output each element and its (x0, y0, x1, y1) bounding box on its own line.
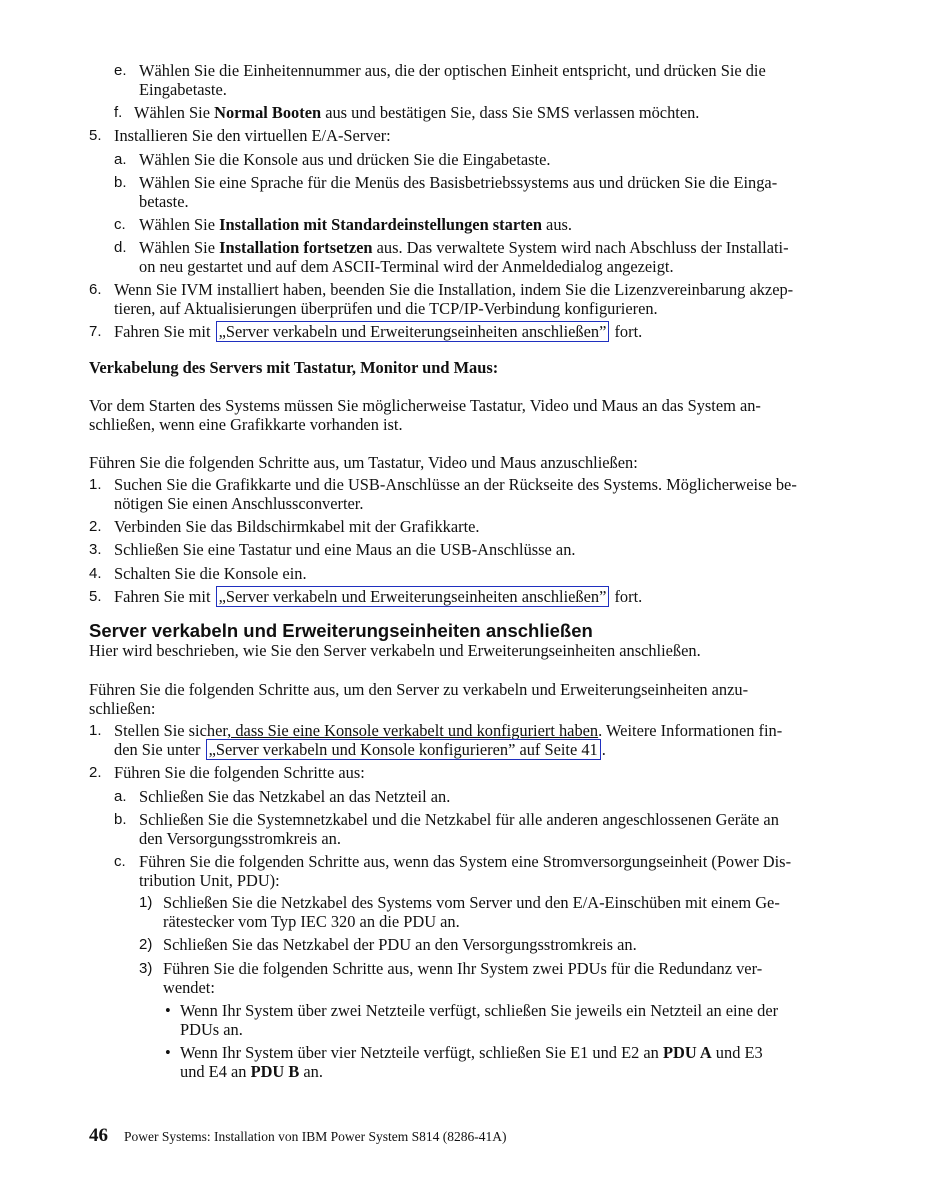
bold-term: Installation fortsetzen (219, 238, 373, 257)
paragraph: Führen Sie die folgenden Schritte aus, um den Server zu verkabeln und Erweiterungseinheiten anzu- (89, 680, 749, 699)
list-item-text (114, 740, 606, 760)
bold-term: Normal Booten (214, 103, 322, 122)
section-heading: Server verkabeln und Erweiterungseinheiten anschließen (89, 620, 593, 641)
text-run: Wählen Sie (134, 103, 215, 122)
list-item-text: Schalten Sie die Konsole ein. (114, 564, 307, 583)
paragraph: schließen: (89, 699, 156, 718)
list-marker: a. (114, 151, 127, 168)
list-item-text (139, 215, 572, 235)
text-run: aus. Das verwaltete System wird nach Abschluss der Installati- (372, 238, 789, 257)
list-item-text: nötigen Sie einen Anschlussconverter. (114, 494, 364, 513)
bold-term: Installation mit Standardeinstellungen starten (219, 215, 542, 234)
text-run: Fahren Sie mit (114, 587, 215, 606)
underlined-link[interactable]: , dass Sie eine Konsole verkabelt und konfiguriert haben (227, 721, 599, 740)
cross-reference-link[interactable]: „Server verkabeln und Erweiterungseinheiten anschließen” (216, 321, 610, 342)
paragraph: schließen, wenn eine Grafikkarte vorhanden ist. (89, 415, 403, 434)
section-description: Hier wird beschrieben, wie Sie den Server verkabeln und Erweiterungseinheiten anschließen. (89, 641, 701, 660)
list-marker: 2. (89, 518, 102, 535)
list-marker: 1) (139, 894, 153, 911)
text-run: und E4 an (180, 1062, 251, 1081)
list-item-text (114, 587, 642, 607)
list-marker: b. (114, 174, 127, 191)
list-marker: b. (114, 811, 127, 828)
list-item-text (180, 1062, 323, 1082)
list-marker: 3. (89, 541, 102, 558)
list-item-text: on neu gestartet und auf dem ASCII-Terminal wird der Anmeldedialog angezeigt. (139, 257, 674, 276)
list-item-text: Schließen Sie eine Tastatur und eine Maus an die USB-Anschlüsse an. (114, 540, 576, 559)
text-run: den Sie unter (114, 740, 205, 759)
paragraph: Vor dem Starten des Systems müssen Sie möglicherweise Tastatur, Video und Maus an das System an- (89, 396, 761, 415)
list-item-text: Führen Sie die folgenden Schritte aus: (114, 763, 365, 782)
list-item-text: PDUs an. (180, 1020, 243, 1039)
text-run: aus. (541, 215, 572, 234)
text-run: an. (299, 1062, 323, 1081)
list-item-text: Wenn Ihr System über zwei Netzteile verfügt, schließen Sie jeweils ein Netzteil an eine der (180, 1001, 779, 1020)
list-item-text: rätestecker vom Typ IEC 320 an die PDU an. (163, 912, 460, 931)
list-item-text: Schließen Sie die Netzkabel des Systems vom Server und den E/A-Einschüben mit einem Ge- (163, 893, 780, 912)
list-item-text: Eingabetaste. (139, 80, 227, 99)
text-run: fort. (610, 322, 643, 341)
text-run: . Weitere Informationen fin- (598, 721, 783, 740)
list-item-text: Führen Sie die folgenden Schritte aus, wenn das System eine Stromversorgungseinheit (Power Dis- (139, 852, 792, 871)
text-run: Wählen Sie (139, 238, 220, 257)
bullet-marker: • (165, 1043, 171, 1062)
bold-term: PDU B (250, 1062, 300, 1081)
list-marker: 3) (139, 960, 153, 977)
list-item-text: betaste. (139, 192, 189, 211)
list-marker: 2) (139, 936, 153, 953)
list-item-text: den Versorgungsstromkreis an. (139, 829, 341, 848)
list-marker: c. (114, 853, 126, 870)
text-run: Stellen Sie sicher (114, 721, 228, 740)
text-run: . (601, 740, 606, 759)
list-item-text: wendet: (163, 978, 215, 997)
list-item-text (134, 103, 699, 123)
list-marker: 4. (89, 565, 102, 582)
list-marker: 7. (89, 323, 102, 340)
list-item-text: Schließen Sie die Systemnetzkabel und die Netzkabel für alle anderen angeschlossenen Geräte an (139, 810, 779, 829)
cross-reference-link[interactable]: „Server verkabeln und Erweiterungseinheiten anschließen” (216, 586, 610, 607)
text-run: Fahren Sie mit (114, 322, 215, 341)
paragraph: Führen Sie die folgenden Schritte aus, um Tastatur, Video und Maus anzuschließen: (89, 453, 638, 472)
list-item-text: Führen Sie die folgenden Schritte aus, wenn Ihr System zwei PDUs für die Redundanz ver- (163, 959, 763, 978)
list-item-text (114, 322, 642, 342)
list-item-text (139, 238, 789, 258)
list-marker: 5. (89, 127, 102, 144)
list-marker: 1. (89, 722, 102, 739)
page-number: 46 (89, 1125, 108, 1146)
footer-title: Power Systems: Installation von IBM Power System S814 (8286-41A) (124, 1129, 507, 1144)
text-run: Wenn Ihr System über vier Netzteile verfügt, schließen Sie E1 und E2 an (180, 1043, 663, 1062)
list-item-text: Wählen Sie eine Sprache für die Menüs des Basisbetriebssystems aus und drücken Sie die Einga- (139, 173, 778, 192)
list-item-text: tieren, auf Aktualisierungen überprüfen und die TCP/IP-Verbindung konfigurieren. (114, 299, 658, 318)
list-item-text: Verbinden Sie das Bildschirmkabel mit der Grafikkarte. (114, 517, 480, 536)
list-marker: f. (114, 104, 123, 121)
list-item-text: tribution Unit, PDU): (139, 871, 280, 890)
text-run: aus und bestätigen Sie, dass Sie SMS verlassen möchten. (321, 103, 700, 122)
bullet-marker: • (165, 1001, 171, 1020)
list-item-text: Installieren Sie den virtuellen E/A-Server: (114, 126, 391, 145)
list-item-text: Wählen Sie die Konsole aus und drücken Sie die Eingabetaste. (139, 150, 551, 169)
text-run: Wählen Sie (139, 215, 220, 234)
list-item-text: Wählen Sie die Einheitennummer aus, die der optischen Einheit entspricht, und drücken Sie die (139, 61, 766, 80)
list-item-text: Suchen Sie die Grafikkarte und die USB-Anschlüsse an der Rückseite des Systems. Möglicherweise be- (114, 475, 797, 494)
list-marker: a. (114, 788, 127, 805)
text-run: fort. (610, 587, 643, 606)
list-marker: 5. (89, 588, 102, 605)
text-run: und E3 (711, 1043, 763, 1062)
list-marker: 1. (89, 476, 102, 493)
list-marker: 6. (89, 281, 102, 298)
list-item-text: Schließen Sie das Netzkabel der PDU an den Versorgungsstromkreis an. (163, 935, 637, 954)
list-marker: c. (114, 216, 126, 233)
section-subheading: Verkabelung des Servers mit Tastatur, Monitor und Maus: (89, 358, 499, 377)
list-marker: e. (114, 62, 127, 79)
list-item-text: Wenn Sie IVM installiert haben, beenden Sie die Installation, indem Sie die Lizenzvereinbarung akzep- (114, 280, 794, 299)
cross-reference-link[interactable]: „Server verkabeln und Konsole konfigurieren” auf Seite 41 (206, 739, 601, 760)
list-marker: 2. (89, 764, 102, 781)
list-item-text (180, 1043, 763, 1063)
list-item-text (114, 721, 782, 741)
list-item-text: Schließen Sie das Netzkabel an das Netzteil an. (139, 787, 451, 806)
list-marker: d. (114, 239, 127, 256)
bold-term: PDU A (662, 1043, 712, 1062)
